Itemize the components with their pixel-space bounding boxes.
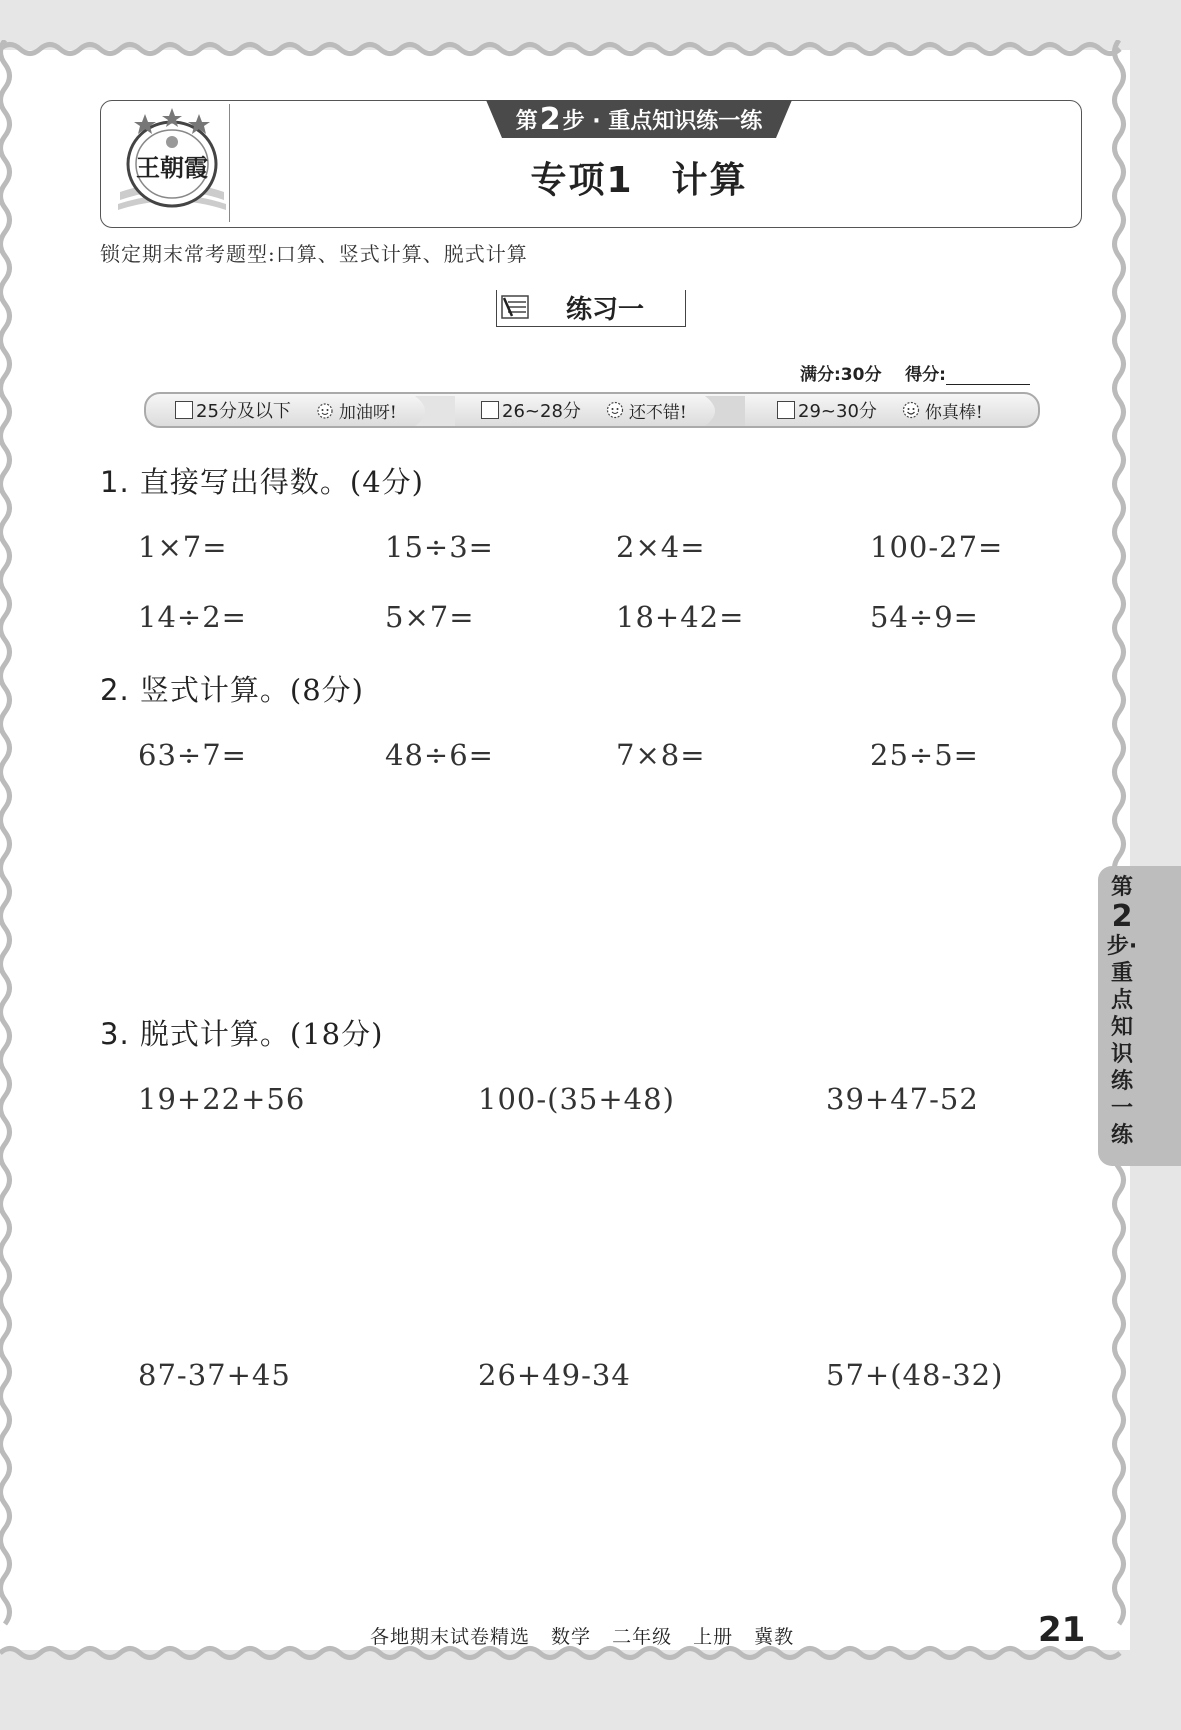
- practice-title: 练习一: [566, 295, 645, 325]
- question-number: 1.: [100, 465, 130, 499]
- question-1-title: [100, 460, 424, 501]
- side-tab-label: [1104, 874, 1140, 1149]
- rating-praise: 加油呀!: [338, 402, 397, 423]
- svg-text:王朝霞: 王朝霞: [136, 153, 208, 182]
- step-calc-item: 87-37+45: [138, 1358, 291, 1392]
- full-score-label: 满分:30分: [800, 365, 882, 385]
- score-label: 得分:: [905, 365, 946, 385]
- cheer-face-icon: [315, 400, 335, 420]
- vertical-calc-item: 7×8=: [616, 738, 706, 772]
- step-calc-item: 100-(35+48): [478, 1082, 675, 1116]
- question-text: 竖式计算。(8分): [139, 673, 364, 707]
- rating-item: [777, 395, 983, 425]
- step-calc-item: 57+(48-32): [826, 1358, 1004, 1392]
- rating-item: [481, 395, 687, 425]
- page-number: 21: [1038, 1610, 1086, 1650]
- step-banner: [486, 100, 792, 138]
- rating-checkbox[interactable]: [777, 401, 795, 419]
- wavy-border-left: [0, 40, 14, 1640]
- rating-checkbox[interactable]: [481, 401, 499, 419]
- question-number: 3.: [100, 1017, 130, 1051]
- step-calc-item: 26+49-34: [478, 1358, 631, 1392]
- side-tab-number: 2: [1111, 899, 1133, 934]
- oral-item: 2×4=: [616, 530, 706, 564]
- score-blank[interactable]: [946, 366, 1030, 385]
- oral-item: 15÷3=: [385, 530, 494, 564]
- vertical-calc-item: 63÷7=: [138, 738, 247, 772]
- side-tab-prefix: 第: [1110, 875, 1133, 900]
- rating-praise: 还不错!: [628, 402, 687, 423]
- oral-item: 1×7=: [138, 530, 228, 564]
- vertical-calc-item: 25÷5=: [870, 738, 979, 772]
- rating-praise: 你真棒!: [924, 402, 983, 423]
- question-3-title: [100, 1012, 383, 1053]
- rating-item: [175, 395, 397, 425]
- oral-item: 54÷9=: [870, 600, 979, 634]
- rating-range: 26~28分: [502, 401, 581, 422]
- brand-logo: [112, 104, 232, 222]
- oral-item: 100-27=: [870, 530, 1004, 564]
- subtitle: 锁定期末常考题型:口算、竖式计算、脱式计算: [100, 242, 528, 266]
- question-text: 直接写出得数。(4分): [139, 465, 424, 499]
- oral-item: 14÷2=: [138, 600, 247, 634]
- score-line: [800, 360, 1030, 385]
- footer-text: 各地期末试卷精选 数学 二年级 上册 冀教: [370, 1626, 795, 1648]
- rating-range: 25分及以下: [196, 401, 291, 422]
- step-prefix: 第: [515, 108, 538, 134]
- oral-item: 5×7=: [385, 600, 475, 634]
- side-tab-suffix: 步·重点知识练一练: [1106, 934, 1138, 1148]
- page-title: 专项1 计算: [530, 160, 748, 201]
- oral-item: 18+42=: [616, 600, 745, 634]
- vertical-calc-item: 48÷6=: [385, 738, 494, 772]
- step-number: 2: [539, 101, 561, 137]
- rating-range: 29~30分: [798, 401, 877, 422]
- rating-checkbox[interactable]: [175, 401, 193, 419]
- notebook-pen-icon: [500, 292, 534, 322]
- logo-divider: [229, 104, 230, 222]
- thumbs-up-face-icon: [901, 400, 921, 420]
- step-calc-item: 19+22+56: [138, 1082, 306, 1116]
- rating-separator: [705, 396, 745, 426]
- smile-face-icon: [605, 400, 625, 420]
- wavy-border-right: [1110, 40, 1128, 1640]
- wavy-border-top: [0, 40, 1130, 58]
- step-suffix: 步 · 重点知识练一练: [562, 108, 763, 134]
- question-number: 2.: [100, 673, 130, 707]
- question-text: 脱式计算。(18分): [139, 1017, 384, 1051]
- rating-separator: [415, 396, 455, 426]
- step-calc-item: 39+47-52: [826, 1082, 979, 1116]
- question-2-title: [100, 668, 364, 709]
